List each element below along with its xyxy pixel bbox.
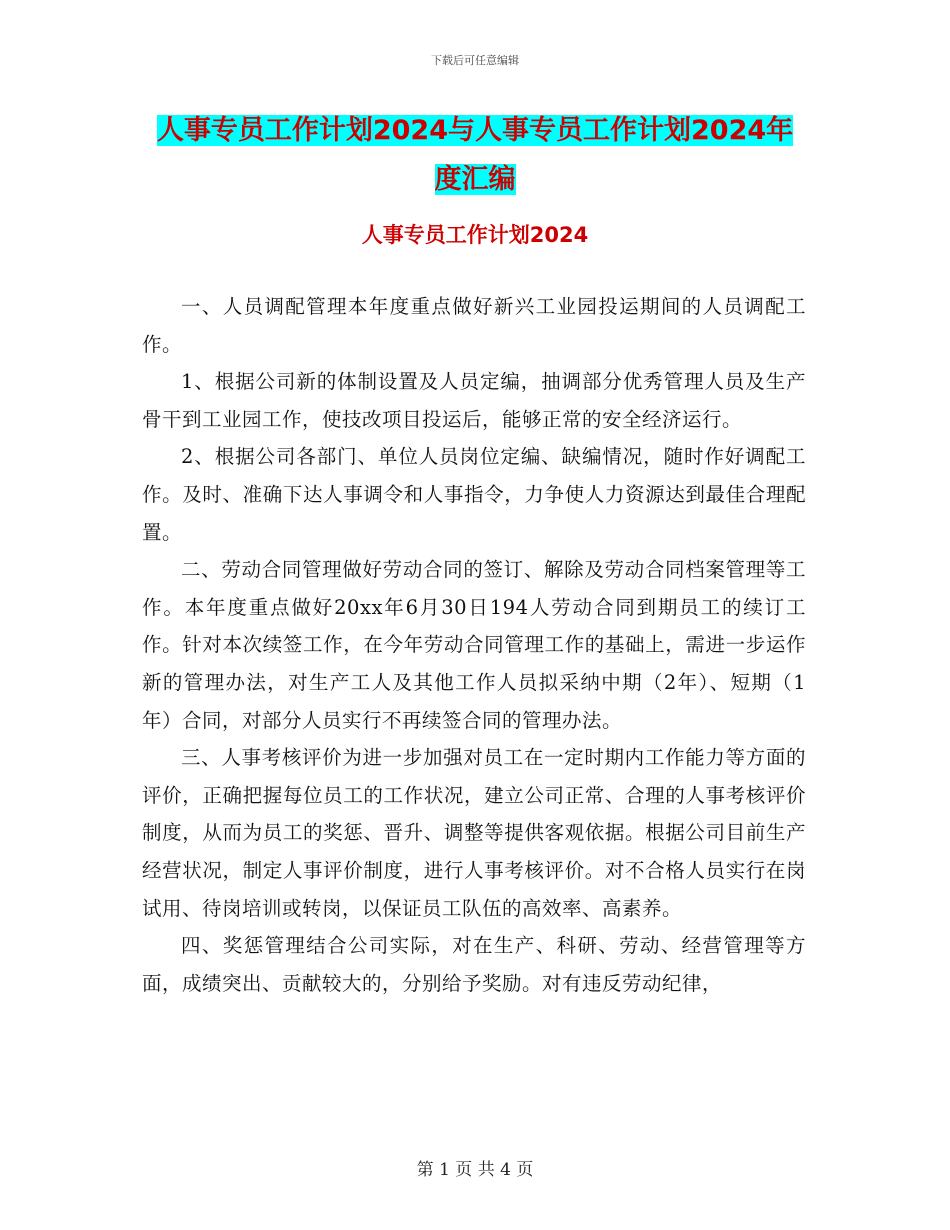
document-body: [142, 288, 806, 1002]
paragraph: 一、人员调配管理本年度重点做好新兴工业园投运期间的人员调配工作。: [142, 295, 806, 356]
paragraph: 三、人事考核评价为进一步加强对员工在一定时期内工作能力等方面的评价，正确把握每位员工的工作状况，建立公司正常、合理的人事考核评价制度，从而为员工的奖惩、晋升、调整等提供客观依据。根据公司目前生产经营状况，制定人事评价制度，进行人事考核评价。对不合格人员实行在岗试用、待岗培训或转岗，以保证员工队伍的高效率、高素养。: [142, 746, 806, 920]
paragraph: 二、劳动合同管理做好劳动合同的签订、解除及劳动合同档案管理等工作。本年度重点做好20xx年6月30日194人劳动合同到期员工的续订工作。针对本次续签工作，在今年劳动合同管理工作的基础上，需进一步运作新的管理办法，对生产工人及其他工作人员拟采纳中期（2年）、短期（1年）合同，对部分人员实行不再续签合同的管理办法。: [142, 558, 806, 732]
document-title: [150, 106, 800, 204]
page-number: 第 1 页 共 4 页: [416, 1160, 534, 1180]
paragraph: 四、奖惩管理结合公司实际，对在生产、科研、劳动、经营管理等方面，成绩突出、贡献较大的，分别给予奖励。对有违反劳动纪律，: [142, 934, 806, 995]
paragraph: 2、根据公司各部门、单位人员岗位定编、缺编情况，随时作好调配工作。及时、准确下达人事调令和人事指令，力争使人力资源达到最佳合理配置。: [142, 445, 806, 544]
paragraph: 1、根据公司新的体制设置及人员定编，抽调部分优秀管理人员及生产骨干到工业园工作，使技改项目投运后，能够正常的安全经济运行。: [142, 370, 806, 431]
section-title: 人事专员工作计划2024: [361, 223, 589, 247]
page-header-note: 下载后可任意编辑: [431, 54, 519, 67]
document-title-text: 人事专员工作计划2024与人事专员工作计划2024年度汇编: [156, 115, 794, 195]
